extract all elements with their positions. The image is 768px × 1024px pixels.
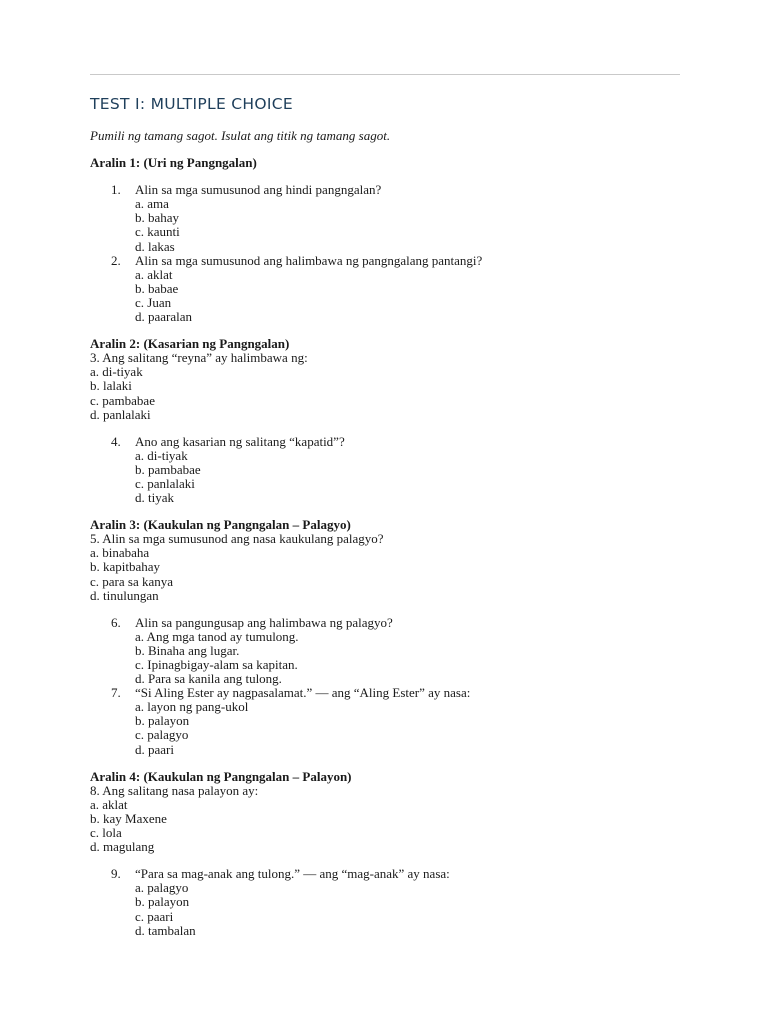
answer-option: c. para sa kanya — [90, 573, 174, 589]
question-5: 5. Alin sa mga sumusunod ang nasa kaukulang palagyo? — [90, 531, 384, 547]
lesson-heading: Aralin 4: (Kaukulan ng Pangngalan – Palayon) — [90, 768, 352, 784]
question-9 — [90, 867, 690, 881]
question-number: 2. — [111, 252, 121, 268]
instructions: Pumili ng tamang sagot. Isulat ang titik ng tamang sagot. — [90, 128, 391, 143]
answer-option: a. layon ng pang-ukol — [135, 699, 249, 715]
page-title: TEST I: MULTIPLE CHOICE — [90, 95, 293, 113]
question-7 — [90, 686, 690, 700]
answer-option: b. lalaki — [90, 378, 132, 394]
answer-option: d. paari — [135, 741, 174, 757]
answer-option: c. lola — [90, 825, 122, 841]
answer-option: d. Para sa kanila ang tulong. — [135, 671, 282, 687]
answer-option: a. aklat — [135, 266, 173, 282]
answer-option: c. pambabae — [90, 392, 155, 408]
question-6 — [90, 616, 690, 630]
question-number: 6. — [111, 614, 121, 630]
answer-option: d. panlalaki — [90, 406, 151, 422]
question-text: “Si Aling Ester ay nagpasalamat.” — ang “Aling Ester” ay nasa: — [135, 685, 471, 701]
answer-option: d. lakas — [135, 238, 175, 254]
question-text: “Para sa mag-anak ang tulong.” — ang “mag-anak” ay nasa: — [135, 866, 450, 882]
question-text: Ano ang kasarian ng salitang “kapatid”? — [135, 433, 345, 449]
question-3: 3. Ang salitang “reyna” ay halimbawa ng: — [90, 350, 308, 366]
question-text: Alin sa mga sumusunod ang halimbawa ng pangngalang pantangi? — [135, 252, 483, 268]
answer-option: d. paaralan — [135, 309, 193, 325]
question-number: 4. — [111, 433, 121, 449]
answer-option: b. Binaha ang lugar. — [135, 642, 240, 658]
answer-option: d. magulang — [90, 839, 155, 855]
question-text: Alin sa mga sumusunod ang hindi pangngalan? — [135, 182, 382, 198]
question-4 — [90, 435, 690, 449]
answer-option: a. palagyo — [135, 880, 189, 896]
answer-option: b. pambabae — [135, 461, 201, 477]
answer-option: a. ama — [135, 196, 169, 212]
answer-option: b. bahay — [135, 210, 180, 226]
answer-option: c. panlalaki — [135, 475, 195, 491]
answer-option: c. palagyo — [135, 727, 189, 743]
question-1 — [90, 183, 690, 197]
lesson-heading: Aralin 2: (Kasarian ng Pangngalan) — [90, 336, 290, 352]
answer-option: c. Juan — [135, 294, 172, 310]
answer-option: a. aklat — [90, 796, 128, 812]
top-divider — [90, 74, 680, 75]
answer-option: a. di-tiyak — [90, 364, 143, 380]
answer-option: c. kaunti — [135, 224, 180, 240]
answer-option: c. Ipinagbigay-alam sa kapitan. — [135, 657, 298, 672]
question-number: 1. — [111, 182, 121, 198]
answer-option: a. di-tiyak — [135, 447, 188, 463]
answer-option: d. tambalan — [135, 922, 196, 938]
answer-option: b. kapitbahay — [90, 559, 161, 575]
answer-option: b. palayon — [135, 713, 190, 729]
question-text: Alin sa pangungusap ang halimbawa ng palagyo? — [135, 614, 393, 630]
answer-option: c. paari — [135, 908, 174, 924]
answer-option: b. babae — [135, 280, 179, 296]
answer-option: b. kay Maxene — [90, 810, 167, 826]
question-number: 7. — [111, 685, 121, 701]
answer-option: a. binabaha — [90, 545, 150, 561]
lesson-heading: Aralin 1: (Uri ng Pangngalan) — [90, 155, 257, 171]
answer-option: d. tiyak — [135, 490, 174, 506]
document-body — [90, 129, 690, 938]
question-number: 9. — [111, 866, 121, 882]
answer-option: b. palayon — [135, 894, 190, 910]
question-2 — [90, 254, 690, 268]
question-8: 8. Ang salitang nasa palayon ay: — [90, 782, 259, 798]
lesson-heading: Aralin 3: (Kaukulan ng Pangngalan – Palagyo) — [90, 517, 351, 533]
answer-option: d. tinulungan — [90, 587, 159, 603]
answer-option: a. Ang mga tanod ay tumulong. — [135, 628, 299, 644]
